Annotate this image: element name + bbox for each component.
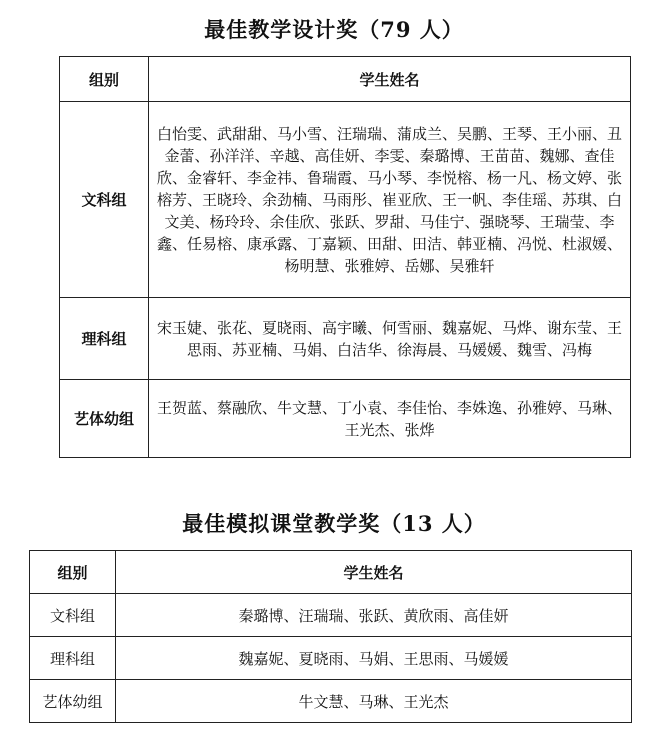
table-row: [60, 102, 631, 298]
names-cell: 牛文慧、马琳、王光杰: [116, 680, 632, 723]
names-cell: 白怡雯、武甜甜、马小雪、汪瑞瑞、蒲成兰、吴鹏、王琴、王小丽、丑金蕾、孙洋洋、辛越、高佳妍、李雯、秦璐博、王苗苗、魏娜、查佳欣、金睿轩、李金祎、鲁瑞霞、马小琴、李悦榕、杨一凡、杨文婷、张榕芳、王晓玲、余劲楠、马雨彤、崔亚欣、王一帆、李佳瑶、苏琪、白文美、杨玲玲、余佳欣、张跃、罗甜、马佳宁、强晓琴、王瑞莹、李鑫、任易榕、康承露、丁嘉颖、田甜、田洁、韩亚楠、冯悦、杜淑媛、杨明慧、张雅婷、岳娜、吴雅轩: [149, 102, 631, 298]
names-cell: 秦璐博、汪瑞瑞、张跃、黄欣雨、高佳妍: [116, 594, 632, 637]
best-mock-class-table: [29, 550, 632, 723]
names-cell: 宋玉婕、张花、夏晓雨、高宇曦、何雪丽、魏嘉妮、马烨、谢东莹、王思雨、苏亚楠、马娟、白洁华、徐海晨、马媛媛、魏雪、冯梅: [149, 298, 631, 380]
names-cell: 魏嘉妮、夏晓雨、马娟、王思雨、马媛媛: [116, 637, 632, 680]
group-cell: 艺体幼组: [30, 680, 116, 723]
table-row: [30, 637, 632, 680]
table-row: [60, 380, 631, 458]
group-header: 组别: [60, 57, 149, 102]
table-header-row: [30, 551, 632, 594]
group-cell: 艺体幼组: [60, 380, 149, 458]
names-header: 学生姓名: [149, 57, 631, 102]
table-header-row: [60, 57, 631, 102]
group-cell: 理科组: [60, 298, 149, 380]
group-cell: 理科组: [30, 637, 116, 680]
section1-title: 最佳教学设计奖（79 人）: [204, 17, 464, 42]
table-row: [30, 680, 632, 723]
group-cell: 文科组: [30, 594, 116, 637]
section2-title: 最佳模拟课堂教学奖（13 人）: [182, 511, 486, 536]
names-header: 学生姓名: [116, 551, 632, 594]
table-row: [30, 594, 632, 637]
group-header: 组别: [30, 551, 116, 594]
table-row: [60, 298, 631, 380]
names-cell: 王贺蓝、蔡融欣、牛文慧、丁小袁、李佳怡、李姝逸、孙雅婷、马琳、王光杰、张烨: [149, 380, 631, 458]
best-design-table: [59, 56, 631, 458]
group-cell: 文科组: [60, 102, 149, 298]
